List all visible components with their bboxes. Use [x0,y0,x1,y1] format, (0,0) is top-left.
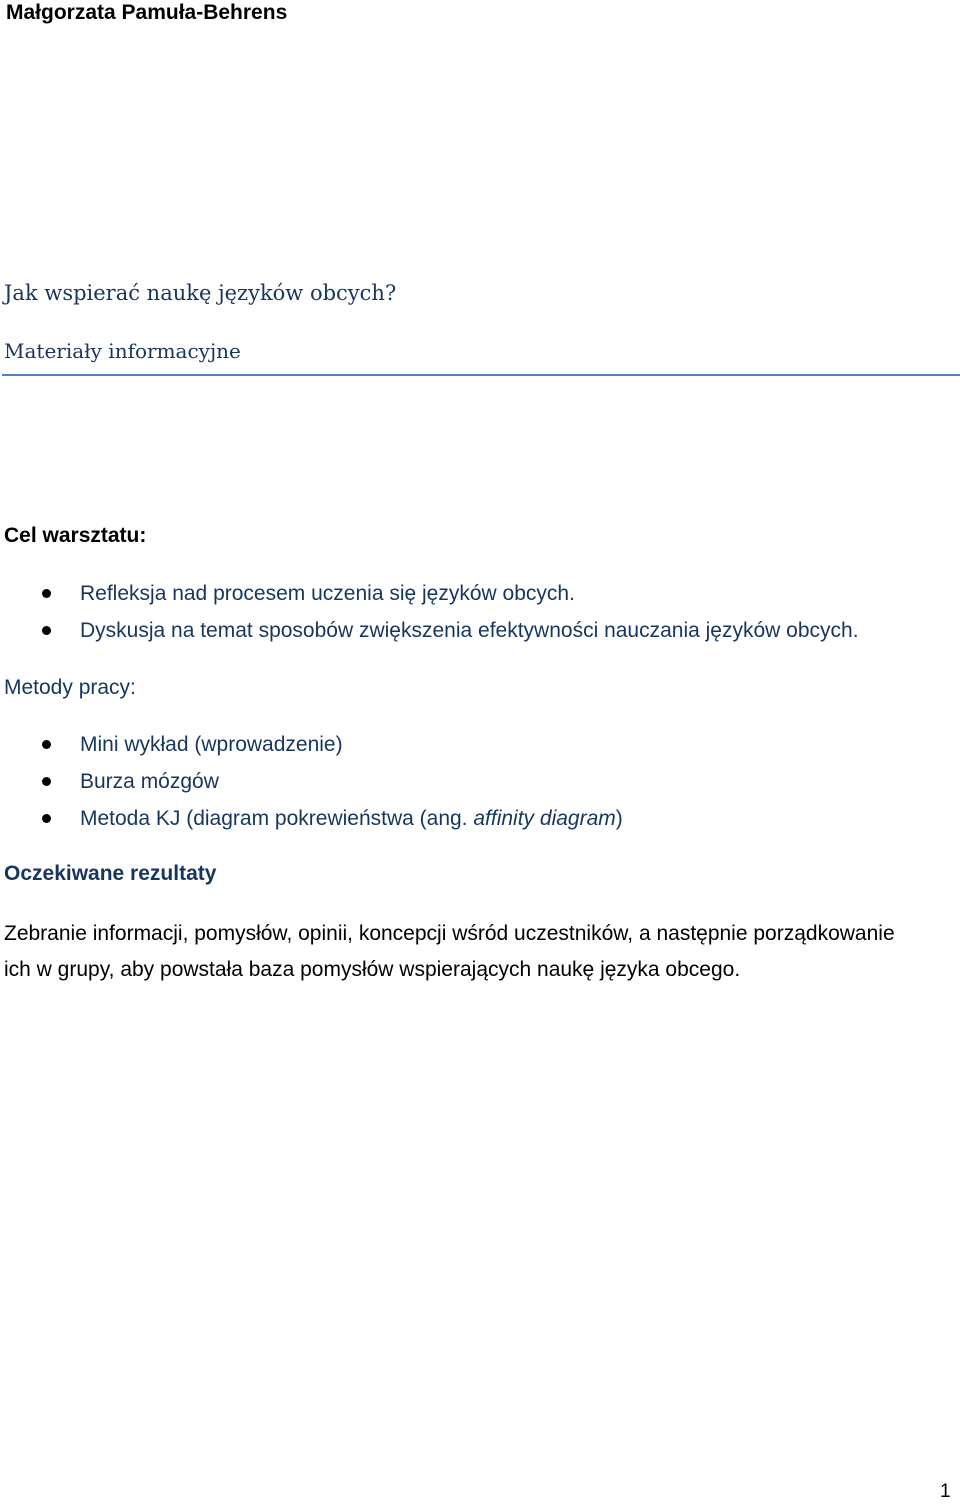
list-item [42,617,859,654]
title-divider [2,374,960,376]
method-item-text-prefix: Metoda KJ (diagram pokrewieństwa (ang. [80,807,474,830]
bullet-icon [42,814,51,823]
list-item [42,768,623,805]
list-item [42,731,623,768]
bullet-icon [42,626,51,635]
results-paragraph: Zebranie informacji, pomysłów, opinii, koncepcji wśród uczestników, a następnie porządkowanie ich w grupy, aby powstała baza pomysłów wspierających naukę języka obcego. [4,922,895,981]
bullet-icon [42,777,51,786]
author-name: Małgorzata Pamuła-Behrens [6,1,288,24]
goal-list [42,580,859,654]
methods-heading: Metody pracy: [4,676,136,699]
method-item-text-suffix: ) [615,807,623,830]
document-title: Jak wspierać naukę języków obcych? [4,281,397,305]
page-number: 1 [940,1481,951,1502]
goal-item-text: Refleksja nad procesem uczenia się języków obcych. [80,582,575,605]
method-item-text: Mini wykład (wprowadzenie) [80,733,343,756]
bullet-icon [42,740,51,749]
method-item-text: Burza mózgów [80,770,219,793]
goal-item-text: Dyskusja na temat sposobów zwiększenia efektywności nauczania języków obcych. [80,619,859,642]
list-item [42,805,623,842]
list-item [42,580,859,617]
methods-list [42,731,623,842]
method-item-italic: affinity diagram [473,807,616,830]
results-heading: Oczekiwane rezultaty [4,862,217,885]
document-subtitle: Materiały informacyjne [4,339,241,363]
bullet-icon [42,589,51,598]
goal-heading: Cel warsztatu: [4,524,147,547]
